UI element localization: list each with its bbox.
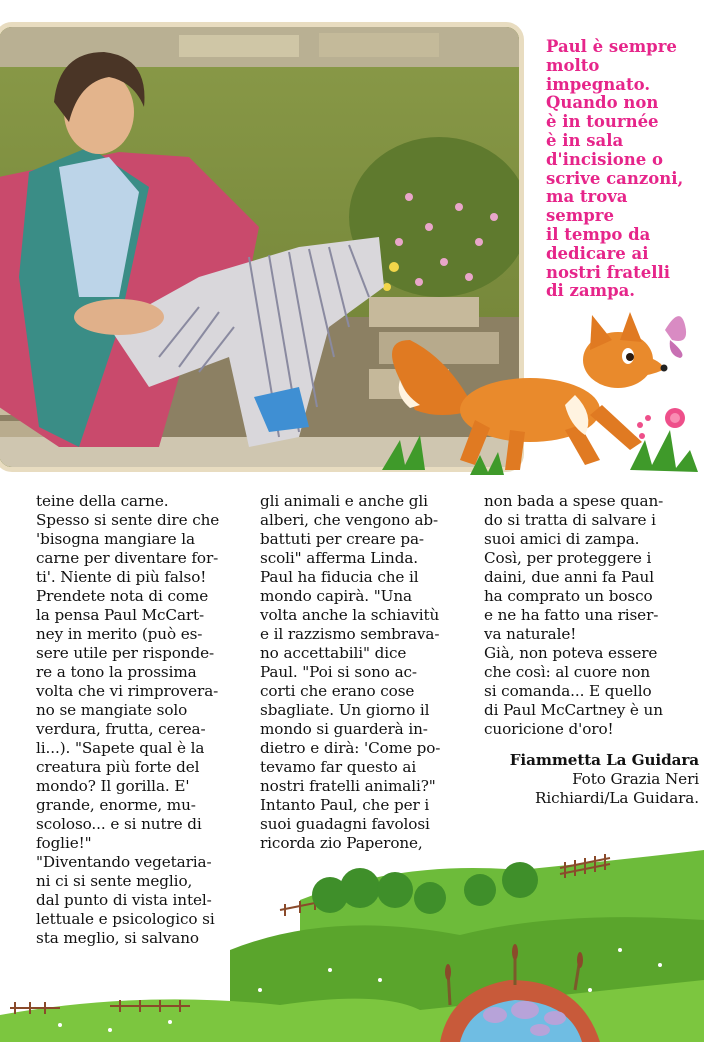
text-line: ni ci si sente meglio, [36,872,193,890]
caption-line: nostri fratelli [546,262,671,282]
text-line: sere utile per risponde- [36,644,215,662]
text-line: scoloso... e si nutre di [36,815,202,833]
text-line: no accettabili" dice [260,644,407,662]
text-line: daini, due anni fa Paul [484,568,654,586]
fox-illustration [380,300,704,490]
text-line: la pensa Paul McCart- [36,606,205,624]
text-line: teine della carne. [36,492,169,510]
text-line: do si tratta di salvare i [484,511,656,529]
caption-line: Paul è sempre [546,37,677,56]
text-line: suoi guadagni favolosi [260,815,430,833]
text-line: dietro e dirà: 'Come po- [260,739,441,757]
text-line: ney in merito (può es- [36,625,203,643]
text-line: suoi amici di zampa. [484,530,640,548]
caption-line: il tempo da [546,224,651,244]
text-line: re a tono la prossima [36,663,197,681]
author-name: Fiammetta La Guidara [509,751,699,769]
text-line: di Paul McCartney è un [484,701,663,719]
text-line: Già, non poteva essere [484,644,658,662]
text-line: volta anche la schiavitù [260,606,440,624]
text-line: Paul ha fiducia che il [260,568,419,586]
butterfly [665,316,686,341]
caption-line: d'incisione o [546,149,663,169]
text-line: foglie!" [36,834,92,852]
text-line: tevamo far questo ai [260,758,417,776]
text-line: ha comprato un bosco [484,587,653,605]
text-line: che così: al cuore non [484,663,651,681]
text-line: "Diventando vegetaria- [36,853,212,871]
text-line: lettuale e psicologico si [36,910,215,928]
caption-line: dedicare ai [546,243,649,263]
text-line: alberi, che vengono ab- [260,511,439,529]
caption-line: sempre [546,206,614,226]
caption-line: Quando non [546,93,659,113]
text-line: battuti per creare pa- [260,530,424,548]
text-line: grande, enorme, mu- [36,796,196,814]
text-line: sbagliate. Un giorno il [260,701,430,719]
text-column-3 [484,492,699,808]
caption-line: è in sala [546,130,624,150]
text-line: dal punto di vista intel- [36,891,212,909]
caption-line: molto [546,55,600,75]
text-line: corti che erano cose [260,682,415,700]
text-line: no se mangiate solo [36,701,188,719]
text-line: Così, per proteggere i [484,549,652,567]
text-line: Prendete nota di come [36,587,209,605]
caption-line: impegnato. [546,74,651,94]
text-line: mondo capirà. "Una [260,587,412,605]
photo-credit: Richiardi/La Guidara. [534,789,699,807]
text-line: cuoricione d'oro! [484,720,614,738]
landscape-illustration [0,840,704,1042]
text-line: 'bisogna mangiare la [36,530,195,548]
text-line: e ne ha fatto una riser- [484,606,659,624]
text-line: volta che vi rimprovera- [36,682,219,700]
text-column-2 [260,492,470,853]
photo-caption [546,38,704,301]
text-line: scoli" afferma Linda. [260,549,419,567]
grass-tuft [382,435,425,470]
text-line: mondo si guarderà in- [260,720,428,738]
text-line: si comanda... E quello [484,682,652,700]
text-line: Paul. "Poi si sono ac- [260,663,417,681]
text-line: Spesso si sente dire che [36,511,220,529]
text-line: gli animali e anche gli [260,492,428,510]
text-line: Intanto Paul, che per i [260,796,430,814]
text-line: non bada a spese quan- [484,492,664,510]
text-line: ricorda zio Paperone, [260,834,423,852]
text-line: verdura, frutta, cerea- [36,720,206,738]
text-line: ti'. Niente di più falso! [36,568,207,586]
text-line: creatura più forte del [36,758,200,776]
text-line: e il razzismo sembrava- [260,625,440,643]
text-line: va naturale! [484,625,577,643]
text-line: carne per diventare for- [36,549,219,567]
caption-line: è in tournée [546,112,659,132]
text-line: sta meglio, si salvano [36,929,199,947]
text-line: li...). "Sapete qual è la [36,739,205,757]
caption-line: di zampa. [546,281,636,301]
caption-line: ma trova [546,187,628,207]
caption-line: scrive canzoni, [546,168,684,188]
photo-credit: Foto Grazia Neri [572,770,699,788]
text-line: nostri fratelli animali?" [260,777,436,795]
text-line: mondo? Il gorilla. E' [36,777,190,795]
